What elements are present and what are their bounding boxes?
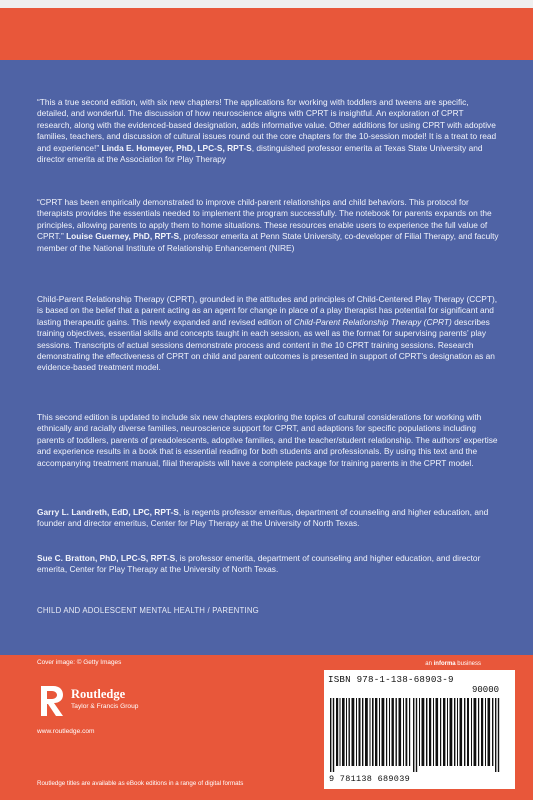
author-name: Sue C. Bratton, PhD, LPC-S, RPT-S [37, 553, 176, 563]
informa-business-mark: an informa business [425, 661, 481, 667]
author-bio-text: , is professor emerita, department of counseling and higher education, and director emerita, Center for Play Therapy at the University of North Texas. [37, 553, 481, 575]
author-bio-landreth [37, 507, 499, 530]
subject-category: CHILD AND ADOLESCENT MENTAL HEALTH / PARENTING [37, 606, 259, 615]
publisher-name: Routledge [71, 687, 126, 701]
routledge-r-icon [37, 684, 65, 718]
publisher-url: www.routledge.com [37, 728, 95, 735]
routledge-logo [37, 682, 197, 724]
isbn-number: 9 781138 689039 [329, 774, 411, 784]
endorsement-homeyer [37, 97, 499, 165]
publisher-group: Taylor & Francis Group [71, 703, 139, 710]
isbn-barcode [324, 670, 515, 789]
barcode-bars [328, 684, 511, 776]
top-accent-band [0, 8, 533, 60]
top-edge-stripe [0, 0, 533, 8]
endorsement-guerney [37, 197, 499, 254]
ebook-availability-note: Routledge titles are available as eBook editions in a range of digital formats [37, 780, 244, 787]
book-description-p1: Child-Parent Relationship Therapy (CPRT), grounded in the attitudes and principles of Child-Centered Play Therapy (CCPT), is based on the belief that a parent acting as an agent for change in place of a play therapist has potential for significant and lasting therapeutic gains. This newly expanded and revised edition of Child-Parent Relationship Therapy (CPRT) describes training objectives, essential skills and concepts taught in each session, as well as the format for supervising parents’ play sessions. Transcripts of actual sessions demonstrate process and content in the 10 CPRT training sessions. Research demonstrating the effectiveness of CPRT on child and parent outcomes is presented in support of CPRT’s designation as an evidence-based treatment model. [37, 294, 498, 373]
endorser-name: Linda E. Homeyer, PhD, LPC-S, RPT-S [101, 142, 252, 153]
author-name: Garry L. Landreth, EdD, LPC, RPT-S [37, 507, 179, 517]
author-bio-text: , is regents professor emeritus, department of counseling and higher education, and founder and director emeritus, Center for Play Therapy at the University of North Texas. [37, 507, 489, 529]
endorser-role: , distinguished professor emerita at Texas State University and director emerita at the Association for Play Therapy [37, 142, 483, 165]
endorser-name: Louise Guerney, PhD, RPT-S [66, 231, 180, 242]
author-bio-bratton [37, 553, 499, 576]
endorsement-text: “This a true second edition, with six new chapters! The applications for working with toddlers and tweens are specific, detailed, and wonderful. The discussion of how neuroscience aligns with CPRT is insightful. An exploration of CPRT research, along with the evidenced-based designation, adds informative value. Other additions for using CPRT with adoptive families, teachers, and discussion of cultural issues round out the core chapters for the 10-session model! It is a treat to read and experience!” [37, 97, 497, 153]
book-description-p2: This second edition is updated to include six new chapters exploring the topics of cultural considerations for working with ethnically and racially diverse families, neuroscience support for CPRT, and adaptions for specific populations including parents of toddlers, parents of preadolescents, adoptive families, and the teacher/student relationship. The authors’ expertise and experience results in a book that is essential reading for both students and professionals. By using this text and the accompanying treatment manual, filial therapists will have a complete package for training parents in the CPRT model. [37, 412, 498, 468]
cover-image-credit: Cover image: © Getty Images [37, 659, 122, 666]
book-title-italic: Child-Parent Relationship Therapy (CPRT) [293, 316, 452, 327]
endorsement-text: “CPRT has been empirically demonstrated to improve child-parent relationships and child behaviors. This protocol for therapists provides the essentials needed to implement the program successfully. The notebook for parents expands on the principles, allowing parents to apply them to home situations. These resources enable users to experience the full value of CPRT.” [37, 197, 492, 242]
price-code: 90000 [472, 685, 500, 695]
endorser-role: , professor emerita at Penn State University, co-developer of Filial Therapy, and faculty member of the National Institute of Relationship Enhancement (NIRE) [37, 231, 499, 253]
isbn-label: ISBN 978-1-138-68903-9 [328, 674, 454, 685]
